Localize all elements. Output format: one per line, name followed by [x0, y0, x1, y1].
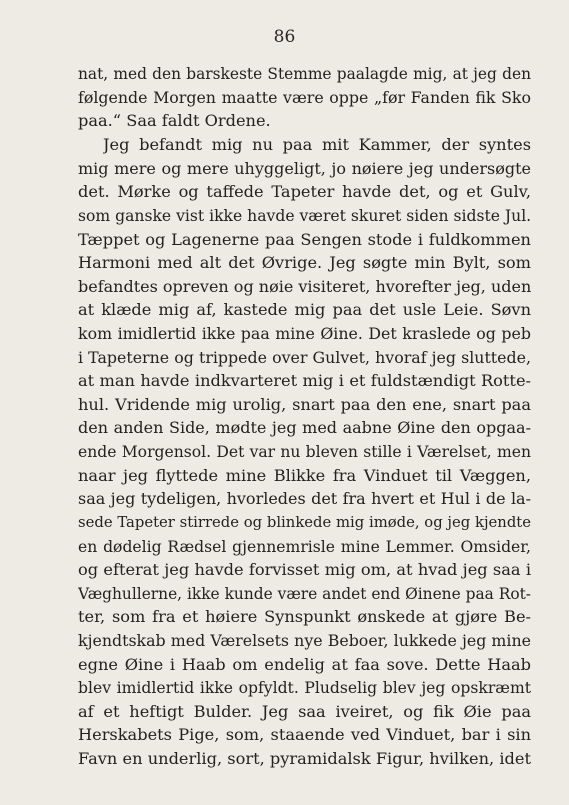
text-line: at man havde indkvarteret mig i et fuldstændigt Rotte-	[78, 371, 531, 390]
text-line: i Tapeterne og trippede over Gulvet, hvoraf jeg sluttede,	[78, 348, 531, 367]
text-line: af et heftigt Bulder. Jeg saa iveiret, og fik Øie paa	[78, 702, 531, 721]
page-number: 86	[273, 27, 296, 47]
text-line: mig mere og mere uhyggeligt, jo nøiere jeg undersøgte	[78, 159, 531, 178]
text-line: Jeg befandt mig nu paa mit Kammer, der syntes	[103, 135, 531, 154]
text-line: naar jeg flyttede mine Blikke fra Vinduet til Væggen,	[78, 466, 531, 485]
text-line: kom imidlertid ikke paa mine Øine. Det kraslede og peb	[78, 324, 531, 343]
text-line: paa.“ Saa faldt Ordene.	[78, 111, 271, 130]
text-line: nat, med den barskeste Stemme paalagde mig, at jeg den	[78, 65, 531, 83]
text-line: Herskabets Pige, som, staaende ved Vinduet, bar i sin	[78, 725, 531, 744]
text-line: befandtes opreven og nøie visiteret, hvorefter jeg, uden	[78, 277, 531, 296]
text-line: og efterat jeg havde forvisset mig om, at hvad jeg saa i	[78, 560, 531, 579]
text-line: Væghullerne, ikke kunde være andet end Øinene paa Rot-	[78, 585, 531, 603]
text-line: ende Morgensol. Det var nu bleven stille i Værelset, men	[78, 443, 531, 461]
text-line: Tæppet og Lagenerne paa Sengen stode i fuldkommen	[78, 230, 531, 249]
text-line: at klæde mig af, kastede mig paa det usle Leie. Søvn	[78, 300, 531, 319]
text-line: en dødelig Rædsel gjennemrisle mine Lemmer. Omsider,	[78, 538, 531, 556]
text-line: følgende Morgen maatte være oppe „før Fanden fik Sko	[78, 88, 531, 107]
text-line: den anden Side, mødte jeg med aabne Øine den opgaa-	[78, 418, 531, 437]
text-line: egne Øine i Haab om endelig at faa sove. Dette Haab	[78, 655, 531, 674]
text-line: ter, som fra et høiere Synspunkt ønskede at gjøre Be-	[78, 607, 531, 626]
text-line: som ganske vist ikke havde været skuret siden sidste Jul.	[78, 207, 531, 225]
text-line: Harmoni med alt det Øvrige. Jeg søgte min Bylt, som	[78, 253, 531, 272]
text-line: blev imidlertid ikke opfyldt. Pludselig blev jeg opskræmt	[78, 679, 531, 697]
text-line: hul. Vridende mig urolig, snart paa den ene, snart paa	[78, 395, 531, 414]
text-line: det. Mørke og taffede Tapeter havde det, og et Gulv,	[78, 182, 531, 201]
text-line: sede Tapeter stirrede og blinkede mig imøde, og jeg kjendte	[78, 514, 531, 531]
text-line: saa jeg tydeligen, hvorledes det fra hvert et Hul i de la-	[78, 489, 531, 508]
text-line: kjendtskab med Værelsets nye Beboer, lukkede jeg mine	[78, 631, 531, 650]
text-line: Favn en underlig, sort, pyramidalsk Figur, hvilken, idet	[78, 749, 531, 768]
